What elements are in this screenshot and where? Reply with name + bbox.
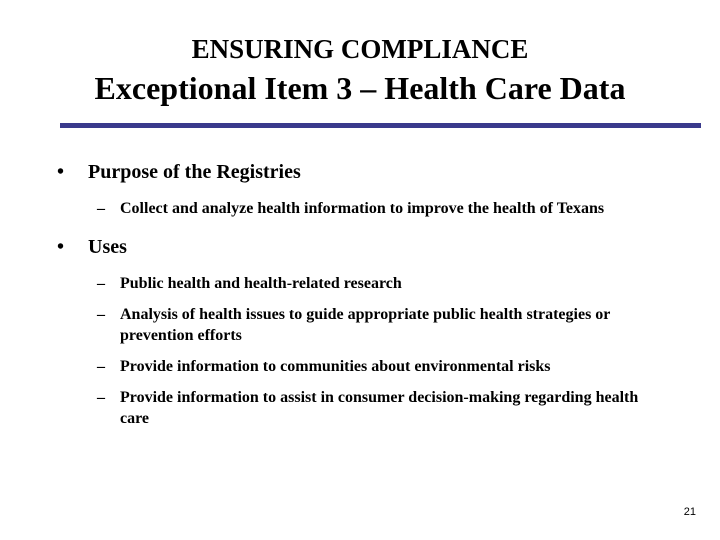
slide-title-line2: Exceptional Item 3 – Health Care Data bbox=[94, 70, 626, 106]
sub-bullet-item bbox=[97, 304, 687, 346]
dash-icon: – bbox=[97, 306, 105, 323]
bullet-icon: • bbox=[57, 236, 65, 258]
bullet-icon: • bbox=[57, 161, 65, 183]
title-divider bbox=[60, 123, 701, 128]
sub-bullet-text: Collect and analyze health information to improve the health of Texans bbox=[120, 200, 605, 217]
dash-icon: – bbox=[97, 389, 105, 406]
dash-icon: – bbox=[97, 200, 105, 217]
sub-bullet-text: Public health and health-related research bbox=[120, 275, 402, 292]
bullet-item bbox=[57, 158, 687, 186]
slide-title bbox=[0, 32, 720, 108]
bullet-list bbox=[57, 158, 687, 429]
sub-bullet-text: Provide information to communities about environmental risks bbox=[120, 358, 551, 375]
dash-icon: – bbox=[97, 275, 105, 292]
slide-title-line1: ENSURING COMPLIANCE bbox=[191, 34, 529, 64]
page-number: 21 bbox=[683, 506, 696, 518]
bullet-text: Uses bbox=[88, 236, 127, 258]
sub-bullet-item bbox=[97, 198, 687, 219]
sub-bullet-text: Analysis of health issues to guide appropriate public health strategies or prevention efforts bbox=[120, 306, 611, 344]
sub-bullet-item bbox=[97, 387, 687, 429]
sub-bullet-text: Provide information to assist in consumer decision-making regarding health care bbox=[120, 389, 639, 427]
sub-bullet-item bbox=[97, 356, 687, 377]
dash-icon: – bbox=[97, 358, 105, 375]
bullet-item bbox=[57, 233, 687, 261]
bullet-text: Purpose of the Registries bbox=[88, 161, 301, 183]
sub-bullet-item bbox=[97, 273, 687, 294]
